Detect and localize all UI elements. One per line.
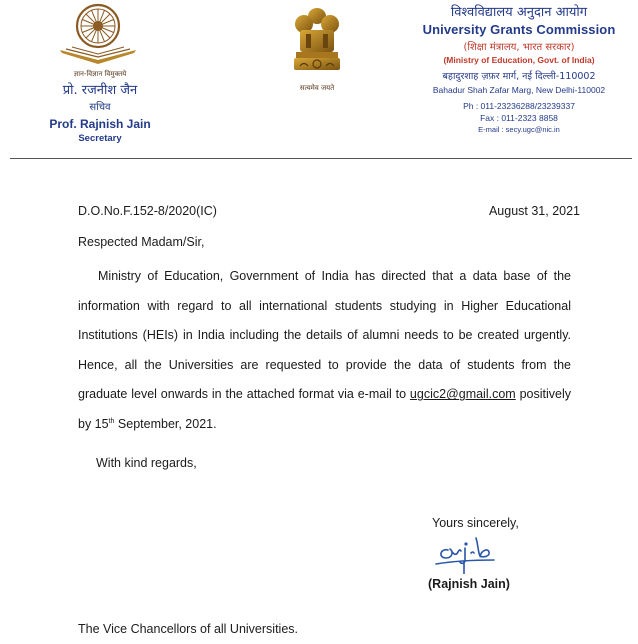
org-name-hindi: विश्वविद्यालय अनुदान आयोग bbox=[450, 5, 588, 20]
email-link[interactable]: ugcic2@gmail.com bbox=[409, 387, 516, 402]
ministry-hindi: (शिक्षा मंत्रालय, भारत सरकार) bbox=[463, 42, 575, 53]
address-hindi: बहादुरशाह ज़फ़र मार्ग, नई दिल्ली-110002 bbox=[442, 71, 596, 82]
paragraph-text-end: September, 2021. bbox=[114, 416, 217, 431]
secretary-title: Secretary bbox=[78, 133, 122, 144]
ordinal-suffix: th bbox=[108, 417, 115, 425]
secretary-name-hindi: प्रो. रजनीश जैन bbox=[62, 83, 138, 98]
national-emblem-icon bbox=[286, 4, 348, 82]
header-divider bbox=[10, 158, 632, 159]
ugc-logo-icon bbox=[58, 2, 138, 66]
sign-off: Yours sincerely, bbox=[432, 516, 519, 530]
secretary-block bbox=[30, 82, 170, 145]
emblem-motto: सत्यमेव जयते bbox=[299, 84, 335, 92]
organization-block bbox=[408, 4, 630, 136]
contact-email: E-mail : secy.ugc@nic.in bbox=[478, 125, 560, 134]
secretary-name: Prof. Rajnish Jain bbox=[49, 117, 151, 131]
salutation: Respected Madam/Sir, bbox=[78, 235, 205, 249]
signer-name: (Rajnish Jain) bbox=[428, 577, 510, 591]
address: Bahadur Shah Zafar Marg, New Delhi-110002 bbox=[432, 85, 606, 95]
paragraph-text-deadline: positively by 15 bbox=[78, 387, 571, 431]
paragraph-text: Ministry of Education, Government of India has directed that a data base of the information with regard to all international students studying in Higher Educational Institutions (HEIs) in India including the details of alumni needs to be created urgently. Hence, all the Universities are requested to provide the data of students from the graduate level onwards in the attached format via e-mail to bbox=[78, 269, 571, 402]
phone: Ph : 011-23236288/23239337 bbox=[463, 101, 575, 111]
ministry: (Ministry of Education, Govt. of India) bbox=[443, 55, 595, 65]
ugc-motto: ज्ञान-विज्ञान विमुक्तये bbox=[73, 70, 127, 78]
signature-icon bbox=[434, 534, 500, 574]
body-paragraph bbox=[78, 262, 571, 440]
closing: With kind regards, bbox=[96, 456, 197, 470]
recipient: The Vice Chancellors of all Universities. bbox=[78, 622, 299, 636]
reference-number: D.O.No.F.152-8/2020(IC) bbox=[78, 204, 217, 218]
secretary-title-hindi: सचिव bbox=[89, 102, 111, 113]
fax: Fax : 011-2323 8858 bbox=[480, 113, 558, 123]
letter-date: August 31, 2021 bbox=[488, 204, 580, 218]
org-name: University Grants Commission bbox=[422, 22, 616, 37]
